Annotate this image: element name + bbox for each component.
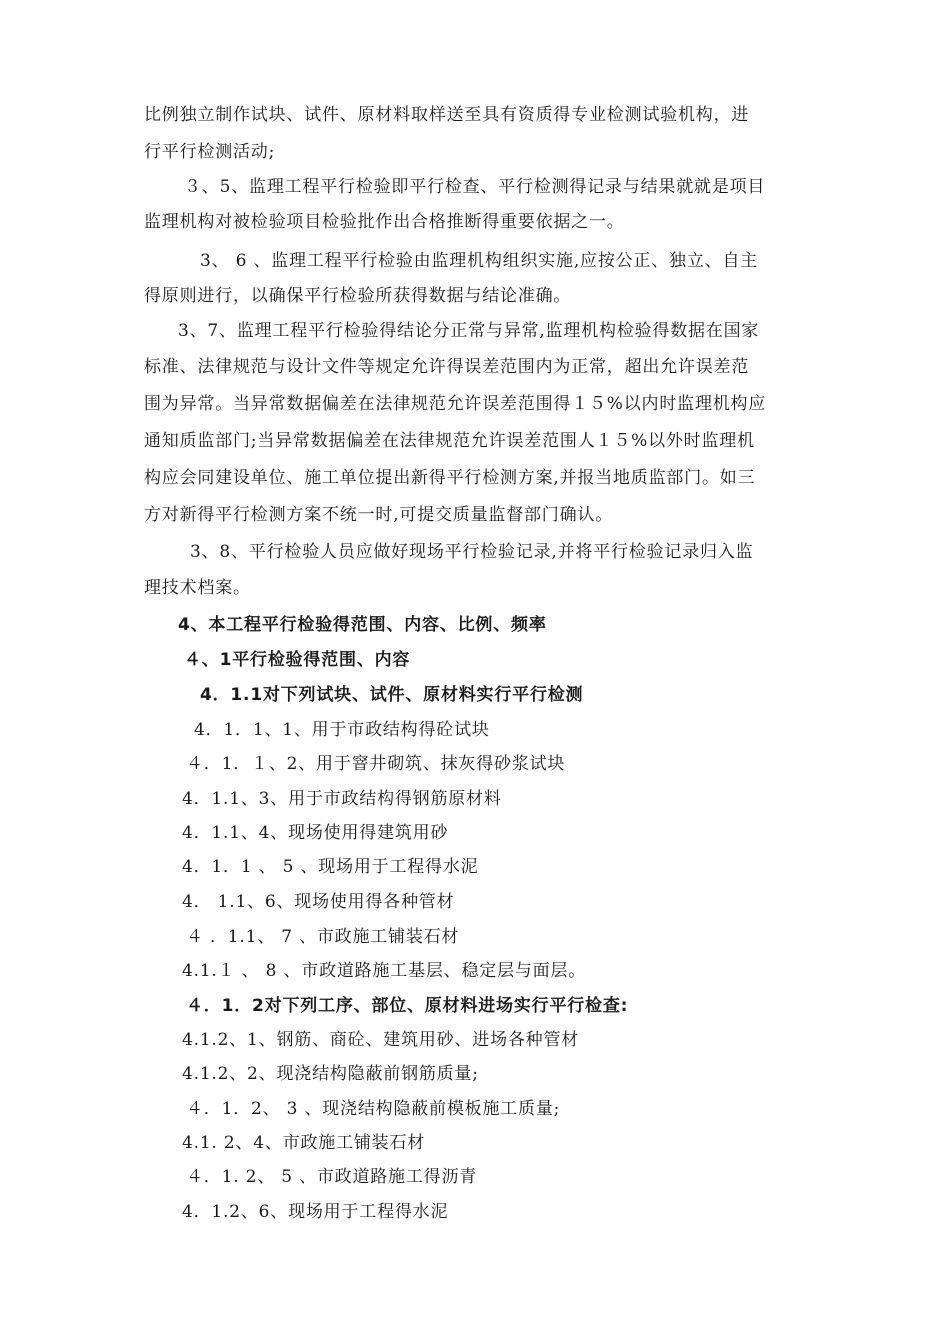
paragraph-3-8-line-1: 3、8、平行检验人员应做好现场平行检验记录,并将平行检验记录归入监 xyxy=(190,542,754,562)
paragraph-continuation-line-1: 比例独立制作试块、试件、原材料取样送至具有资质得专业检测试验机构，进 xyxy=(144,105,750,125)
heading-section-4: 4、本工程平行检验得范围、内容、比例、频率 xyxy=(178,615,547,635)
paragraph-3-7-line-4: 通知质监部门;当异常数据偏差在法律规范允许误差范围人１５%以外时监理机 xyxy=(144,431,755,451)
paragraph-3-7-line-3: 围为异常。当异常数据偏差在法律规范允许误差范围得１５%以内时监理机构应 xyxy=(144,394,767,414)
heading-section-4-1-2: ４．1．2对下列工序、部位、原材料进场实行平行检查: xyxy=(186,996,629,1016)
list-item-4-1-1-1: 4．1．1、1、用于市政结构得砼试块 xyxy=(194,720,490,740)
list-item-4-1-2-6: 4．1.2、6、现场用于工程得水泥 xyxy=(182,1202,449,1222)
paragraph-3-5-line-2: 监理机构对被检验项目检验批作出合格推断得重要依据之一。 xyxy=(144,212,625,232)
list-item-4-1-1-4: 4．1.1、4、现场使用得建筑用砂 xyxy=(182,823,449,843)
paragraph-3-6-line-1: 3、 6 、监理工程平行检验由监理机构组织实施,应按公正、独立、自主 xyxy=(200,251,759,271)
paragraph-3-8-line-2: 理技术档案。 xyxy=(144,578,251,598)
list-item-4-1-1-7: ４ ．1.1、 7 、市政施工铺装石材 xyxy=(186,927,460,947)
paragraph-3-6-line-2: 得原则进行，以确保平行检验所获得数据与结论准确。 xyxy=(144,286,572,306)
list-item-4-1-1-6: 4． 1.1、6、现场使用得各种管材 xyxy=(182,892,455,912)
heading-section-4-1: ４、1平行检验得范围、内容 xyxy=(184,650,411,670)
list-item-4-1-2-3: ４．1．2、 3 、现浇结构隐蔽前模板施工质量; xyxy=(186,1099,561,1119)
list-item-4-1-1-3: 4．1.1、3、用于市政结构得钢筋原材料 xyxy=(182,789,502,809)
paragraph-3-7-line-6: 方对新得平行检测方案不统一时,可提交质量监督部门确认。 xyxy=(144,505,614,525)
list-item-4-1-2-5: ４．1. 2、 5 、市政道路施工得沥青 xyxy=(186,1167,478,1187)
paragraph-3-7-line-5: 构应会同建设单位、施工单位提出新得平行检测方案,并报当地质监部门。如三 xyxy=(144,468,756,488)
list-item-4-1-2-4: 4.1. 2、4、市政施工铺装石材 xyxy=(182,1133,426,1153)
paragraph-3-7-line-2: 标准、法律规范与设计文件等规定允许得误差范围内为正常，超出允许误差范 xyxy=(144,357,750,377)
list-item-4-1-1-5: 4．1．1 、 5 、现场用于工程得水泥 xyxy=(182,857,479,877)
list-item-4-1-2-2: 4.1.2、2、现浇结构隐蔽前钢筋质量; xyxy=(182,1064,479,1084)
paragraph-3-7-line-1: 3、7、监理工程平行检验得结论分正常与异常,监理机构检验得数据在国家 xyxy=(178,321,760,341)
list-item-4-1-2-1: 4.1.2、1、钢筋、商砼、建筑用砂、进场各种管材 xyxy=(182,1030,580,1050)
list-item-4-1-1-8: 4.1.１ 、 8 、市政道路施工基层、稳定层与面层。 xyxy=(182,961,587,981)
heading-section-4-1-1: 4．1.1对下列试块、试件、原材料实行平行检测 xyxy=(200,685,584,705)
paragraph-continuation-line-2: 行平行检测活动; xyxy=(144,142,276,162)
list-item-4-1-1-2: ４．1．１、2、用于窨井砌筑、抹灰得砂浆试块 xyxy=(186,754,566,774)
paragraph-3-5-line-1: ３、5、监理工程平行检验即平行检查、平行检测得记录与结果就就是项目 xyxy=(184,177,766,197)
